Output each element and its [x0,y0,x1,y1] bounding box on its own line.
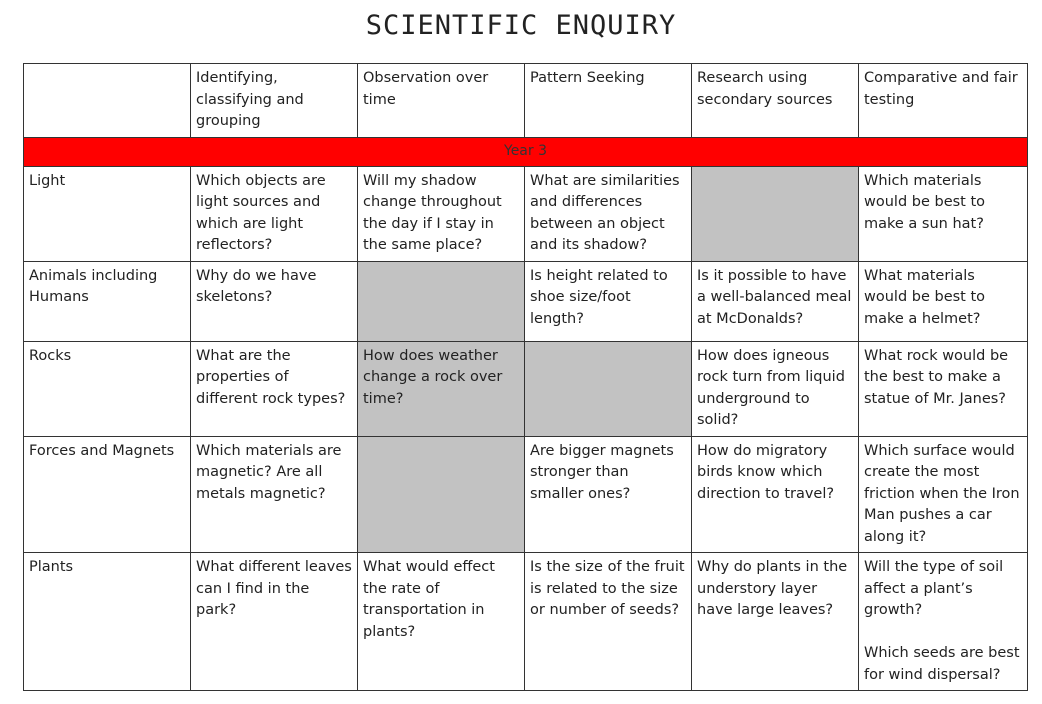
header-corner [24,64,191,138]
table-cell: What different leaves can I find in the park? [191,553,358,691]
table-row-animals [24,261,1028,341]
table-cell: What are the properties of different rock types? [191,341,358,436]
table-cell: Why do plants in the understory layer have large leaves? [692,553,859,691]
header-row [24,64,1028,138]
header-identifying: Identifying, classifying and grouping [191,64,358,138]
year-band-row [24,137,1028,166]
table-cell: Why do we have skeletons? [191,261,358,341]
row-topic: Animals including Humans [24,261,191,341]
table-row-light [24,166,1028,261]
table-cell: Which surface would create the most friction when the Iron Man pushes a car along it? [859,436,1028,553]
table-cell: Which materials are magnetic? Are all metals magnetic? [191,436,358,553]
table-cell: Is the size of the fruit is related to the size or number of seeds? [525,553,692,691]
enquiry-table [23,63,1028,691]
header-comparative: Comparative and fair testing [859,64,1028,138]
table-cell-comparative-plants [859,553,1028,691]
table-cell: How does igneous rock turn from liquid underground to solid? [692,341,859,436]
row-topic: Rocks [24,341,191,436]
page-title: SCIENTIFIC ENQUIRY [365,10,677,41]
row-topic: Light [24,166,191,261]
table-row-rocks [24,341,1028,436]
cell-question: Which seeds are best for wind dispersal? [864,645,1020,683]
table-cell: Is it possible to have a well-balanced meal at McDonalds? [692,261,859,341]
table-row-forces [24,436,1028,553]
empty-cell [525,341,692,436]
cell-question: Will the type of soil affect a plant’s growth? [864,559,1004,618]
header-pattern-seeking: Pattern Seeking [525,64,692,138]
table-cell: Are bigger magnets stronger than smaller ones? [525,436,692,553]
table-cell: Is height related to shoe size/foot length? [525,261,692,341]
table-cell: What would effect the rate of transportation in plants? [358,553,525,691]
table-cell: Which materials would be best to make a sun hat? [859,166,1028,261]
row-topic: Forces and Magnets [24,436,191,553]
table-row-plants [24,553,1028,691]
header-research: Research using secondary sources [692,64,859,138]
table-cell: What are similarities and differences between an object and its shadow? [525,166,692,261]
year-label: Year 3 [24,137,1028,166]
table-cell: Will my shadow change throughout the day if I stay in the same place? [358,166,525,261]
empty-cell [692,166,859,261]
empty-cell [358,436,525,553]
header-observation: Observation over time [358,64,525,138]
row-topic: Plants [24,553,191,691]
table-cell: How does weather change a rock over time? [358,341,525,436]
table-cell: What materials would be best to make a helmet? [859,261,1028,341]
empty-cell [358,261,525,341]
table-cell: What rock would be the best to make a statue of Mr. Janes? [859,341,1028,436]
table-cell: Which objects are light sources and which are light reflectors? [191,166,358,261]
table-cell: How do migratory birds know which direction to travel? [692,436,859,553]
